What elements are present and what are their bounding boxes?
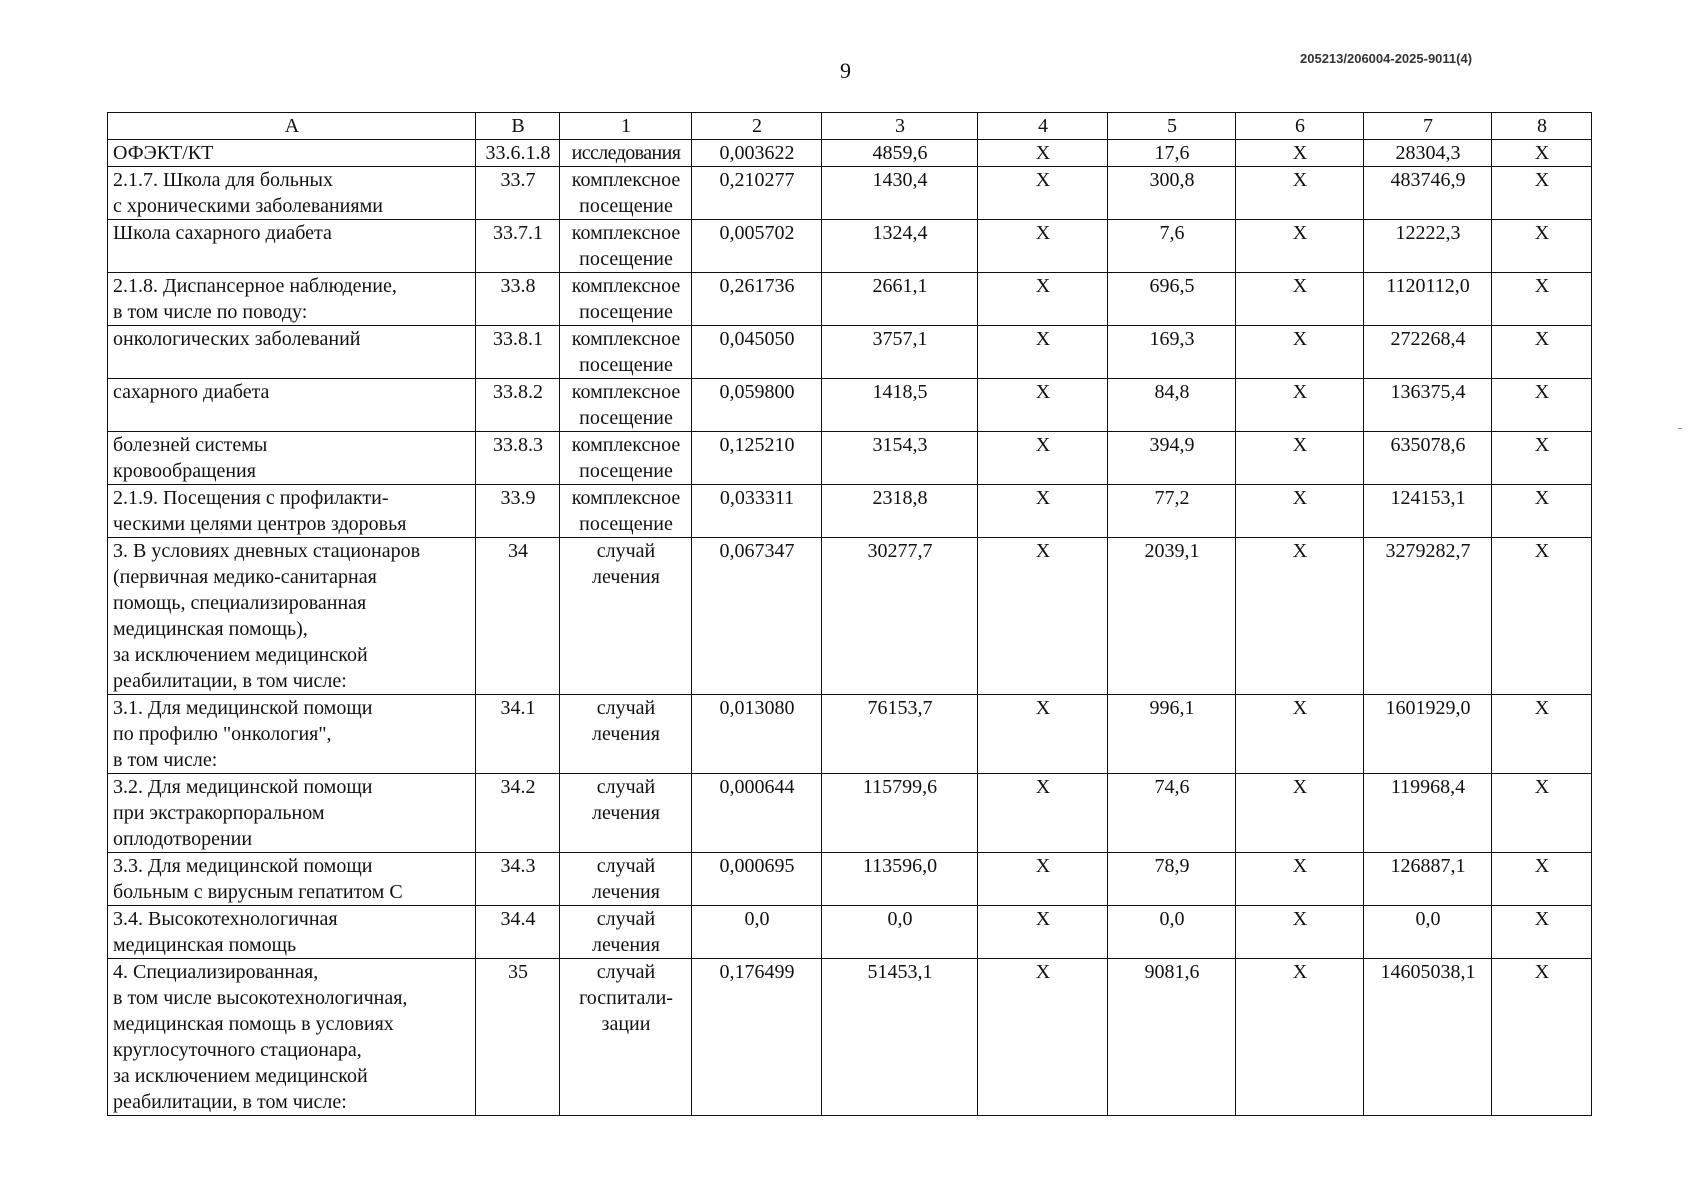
unit-cell: случай госпитали- зации [560,959,692,1116]
unit-cell: случай лечения [560,906,692,959]
value-cell-3: 1324,4 [822,220,978,273]
value-cell-2: 0,000695 [692,853,822,906]
header-cell-b: В [476,113,560,140]
value-cell-5: 74,6 [1108,774,1236,853]
table-row [108,853,1592,906]
value-cell-5: 0,0 [1108,906,1236,959]
row-code-cell: 33.8.3 [476,432,560,485]
value-cell-7: 124153,1 [1364,485,1492,538]
page-number: 9 [840,58,851,83]
value-cell-6: X [1236,906,1364,959]
table-row [108,140,1592,167]
value-cell-3: 76153,7 [822,695,978,774]
value-cell-2: 0,059800 [692,379,822,432]
value-cell-5: 300,8 [1108,167,1236,220]
value-cell-6: X [1236,140,1364,167]
value-cell-8: X [1492,774,1592,853]
value-cell-5: 169,3 [1108,326,1236,379]
value-cell-2: 0,176499 [692,959,822,1116]
unit-cell: случай лечения [560,538,692,695]
value-cell-8: X [1492,379,1592,432]
table-row [108,774,1592,853]
indicator-name-cell: 3.2. Для медицинской помощи при экстракорпоральном оплодотворении [108,774,476,853]
value-cell-5: 7,6 [1108,220,1236,273]
row-code-cell: 35 [476,959,560,1116]
row-code-cell: 33.8.1 [476,326,560,379]
table-row [108,432,1592,485]
value-cell-8: X [1492,140,1592,167]
row-code-cell: 34 [476,538,560,695]
value-cell-7: 1601929,0 [1364,695,1492,774]
value-cell-4: X [978,220,1108,273]
indicator-name-cell: болезней системы кровообращения [108,432,476,485]
row-code-cell: 33.8 [476,273,560,326]
table-row [108,273,1592,326]
indicator-name-cell: 3. В условиях дневных стационаров (первичная медико-санитарная помощь, специализированная медицинская помощь), за исключением медицинской реабилитации, в том числе: [108,538,476,695]
value-cell-3: 3154,3 [822,432,978,485]
value-cell-4: X [978,140,1108,167]
value-cell-4: X [978,432,1108,485]
value-cell-3: 2318,8 [822,485,978,538]
header-cell-5: 5 [1108,113,1236,140]
value-cell-3: 30277,7 [822,538,978,695]
header-cell-7: 7 [1364,113,1492,140]
indicator-name-cell: 3.3. Для медицинской помощи больным с вирусным гепатитом С [108,853,476,906]
unit-cell: комплексное посещение [560,326,692,379]
table-row [108,485,1592,538]
unit-cell: комплексное посещение [560,220,692,273]
value-cell-3: 2661,1 [822,273,978,326]
value-cell-8: X [1492,220,1592,273]
value-cell-2: 0,125210 [692,432,822,485]
unit-cell: случай лечения [560,774,692,853]
value-cell-2: 0,261736 [692,273,822,326]
value-cell-6: X [1236,853,1364,906]
value-cell-7: 483746,9 [1364,167,1492,220]
value-cell-2: 0,000644 [692,774,822,853]
value-cell-7: 3279282,7 [1364,538,1492,695]
row-code-cell: 34.4 [476,906,560,959]
value-cell-4: X [978,485,1108,538]
value-cell-3: 113596,0 [822,853,978,906]
value-cell-4: X [978,379,1108,432]
header-cell-1: 1 [560,113,692,140]
table-row [108,326,1592,379]
value-cell-3: 1430,4 [822,167,978,220]
value-cell-6: X [1236,273,1364,326]
value-cell-3: 51453,1 [822,959,978,1116]
value-cell-7: 136375,4 [1364,379,1492,432]
value-cell-2: 0,003622 [692,140,822,167]
indicator-name-cell: ОФЭКТ/КТ [108,140,476,167]
value-cell-5: 17,6 [1108,140,1236,167]
value-cell-2: 0,067347 [692,538,822,695]
value-cell-6: X [1236,220,1364,273]
value-cell-2: 0,210277 [692,167,822,220]
value-cell-8: X [1492,538,1592,695]
row-code-cell: 34.3 [476,853,560,906]
value-cell-6: X [1236,959,1364,1116]
unit-cell: случай лечения [560,695,692,774]
value-cell-3: 115799,6 [822,774,978,853]
value-cell-3: 0,0 [822,906,978,959]
value-cell-5: 996,1 [1108,695,1236,774]
header-cell-3: 3 [822,113,978,140]
data-table [107,112,1592,1116]
table-row [108,167,1592,220]
unit-cell: случай лечения [560,853,692,906]
value-cell-6: X [1236,379,1364,432]
row-code-cell: 33.7 [476,167,560,220]
table-row [108,695,1592,774]
value-cell-8: X [1492,167,1592,220]
row-code-cell: 34.2 [476,774,560,853]
row-code-cell: 33.6.1.8 [476,140,560,167]
header-cell-a: А [108,113,476,140]
value-cell-3: 3757,1 [822,326,978,379]
unit-cell: комплексное посещение [560,273,692,326]
header-cell-8: 8 [1492,113,1592,140]
value-cell-5: 78,9 [1108,853,1236,906]
value-cell-2: 0,033311 [692,485,822,538]
value-cell-2: 0,0 [692,906,822,959]
table-header-row [108,113,1592,140]
unit-cell: комплексное посещение [560,379,692,432]
value-cell-6: X [1236,695,1364,774]
value-cell-7: 14605038,1 [1364,959,1492,1116]
value-cell-7: 12222,3 [1364,220,1492,273]
value-cell-4: X [978,326,1108,379]
value-cell-5: 394,9 [1108,432,1236,485]
value-cell-5: 84,8 [1108,379,1236,432]
table-row [108,959,1592,1116]
value-cell-2: 0,013080 [692,695,822,774]
value-cell-6: X [1236,774,1364,853]
table-row [108,220,1592,273]
value-cell-5: 2039,1 [1108,538,1236,695]
value-cell-8: X [1492,959,1592,1116]
row-code-cell: 33.8.2 [476,379,560,432]
indicator-name-cell: 3.1. Для медицинской помощи по профилю "онкология", в том числе: [108,695,476,774]
value-cell-4: X [978,853,1108,906]
value-cell-6: X [1236,538,1364,695]
unit-cell: комплексное посещение [560,485,692,538]
table-row [108,906,1592,959]
indicator-name-cell: сахарного диабета [108,379,476,432]
value-cell-8: X [1492,326,1592,379]
unit-cell: комплексное посещение [560,432,692,485]
indicator-name-cell: онкологических заболеваний [108,326,476,379]
document-code: 205213/206004-2025-9011(4) [1300,51,1473,66]
table-row [108,538,1592,695]
value-cell-4: X [978,774,1108,853]
value-cell-6: X [1236,167,1364,220]
edge-mark [1678,428,1682,429]
value-cell-8: X [1492,485,1592,538]
unit-cell: исследования [560,140,692,167]
table-row [108,379,1592,432]
value-cell-5: 696,5 [1108,273,1236,326]
value-cell-7: 1120112,0 [1364,273,1492,326]
value-cell-4: X [978,538,1108,695]
value-cell-6: X [1236,432,1364,485]
value-cell-5: 9081,6 [1108,959,1236,1116]
value-cell-7: 635078,6 [1364,432,1492,485]
value-cell-4: X [978,695,1108,774]
header-cell-6: 6 [1236,113,1364,140]
header-cell-4: 4 [978,113,1108,140]
value-cell-3: 4859,6 [822,140,978,167]
value-cell-6: X [1236,485,1364,538]
value-cell-4: X [978,167,1108,220]
indicator-name-cell: 2.1.9. Посещения с профилакти- ческими целями центров здоровья [108,485,476,538]
indicator-name-cell: Школа сахарного диабета [108,220,476,273]
unit-cell: комплексное посещение [560,167,692,220]
value-cell-5: 77,2 [1108,485,1236,538]
row-code-cell: 33.9 [476,485,560,538]
value-cell-7: 126887,1 [1364,853,1492,906]
value-cell-8: X [1492,432,1592,485]
value-cell-7: 119968,4 [1364,774,1492,853]
value-cell-6: X [1236,326,1364,379]
value-cell-3: 1418,5 [822,379,978,432]
value-cell-7: 28304,3 [1364,140,1492,167]
value-cell-7: 0,0 [1364,906,1492,959]
value-cell-2: 0,005702 [692,220,822,273]
indicator-name-cell: 2.1.8. Диспансерное наблюдение, в том числе по поводу: [108,273,476,326]
indicator-name-cell: 2.1.7. Школа для больных с хроническими заболеваниями [108,167,476,220]
value-cell-8: X [1492,695,1592,774]
indicator-name-cell: 3.4. Высокотехнологичная медицинская помощь [108,906,476,959]
value-cell-2: 0,045050 [692,326,822,379]
indicator-name-cell: 4. Специализированная, в том числе высокотехнологичная, медицинская помощь в условиях круглосуточного стационара, за исключением медицинской реабилитации, в том числе: [108,959,476,1116]
row-code-cell: 33.7.1 [476,220,560,273]
row-code-cell: 34.1 [476,695,560,774]
value-cell-8: X [1492,273,1592,326]
value-cell-7: 272268,4 [1364,326,1492,379]
value-cell-4: X [978,273,1108,326]
value-cell-8: X [1492,906,1592,959]
header-cell-2: 2 [692,113,822,140]
value-cell-8: X [1492,853,1592,906]
value-cell-4: X [978,906,1108,959]
value-cell-4: X [978,959,1108,1116]
